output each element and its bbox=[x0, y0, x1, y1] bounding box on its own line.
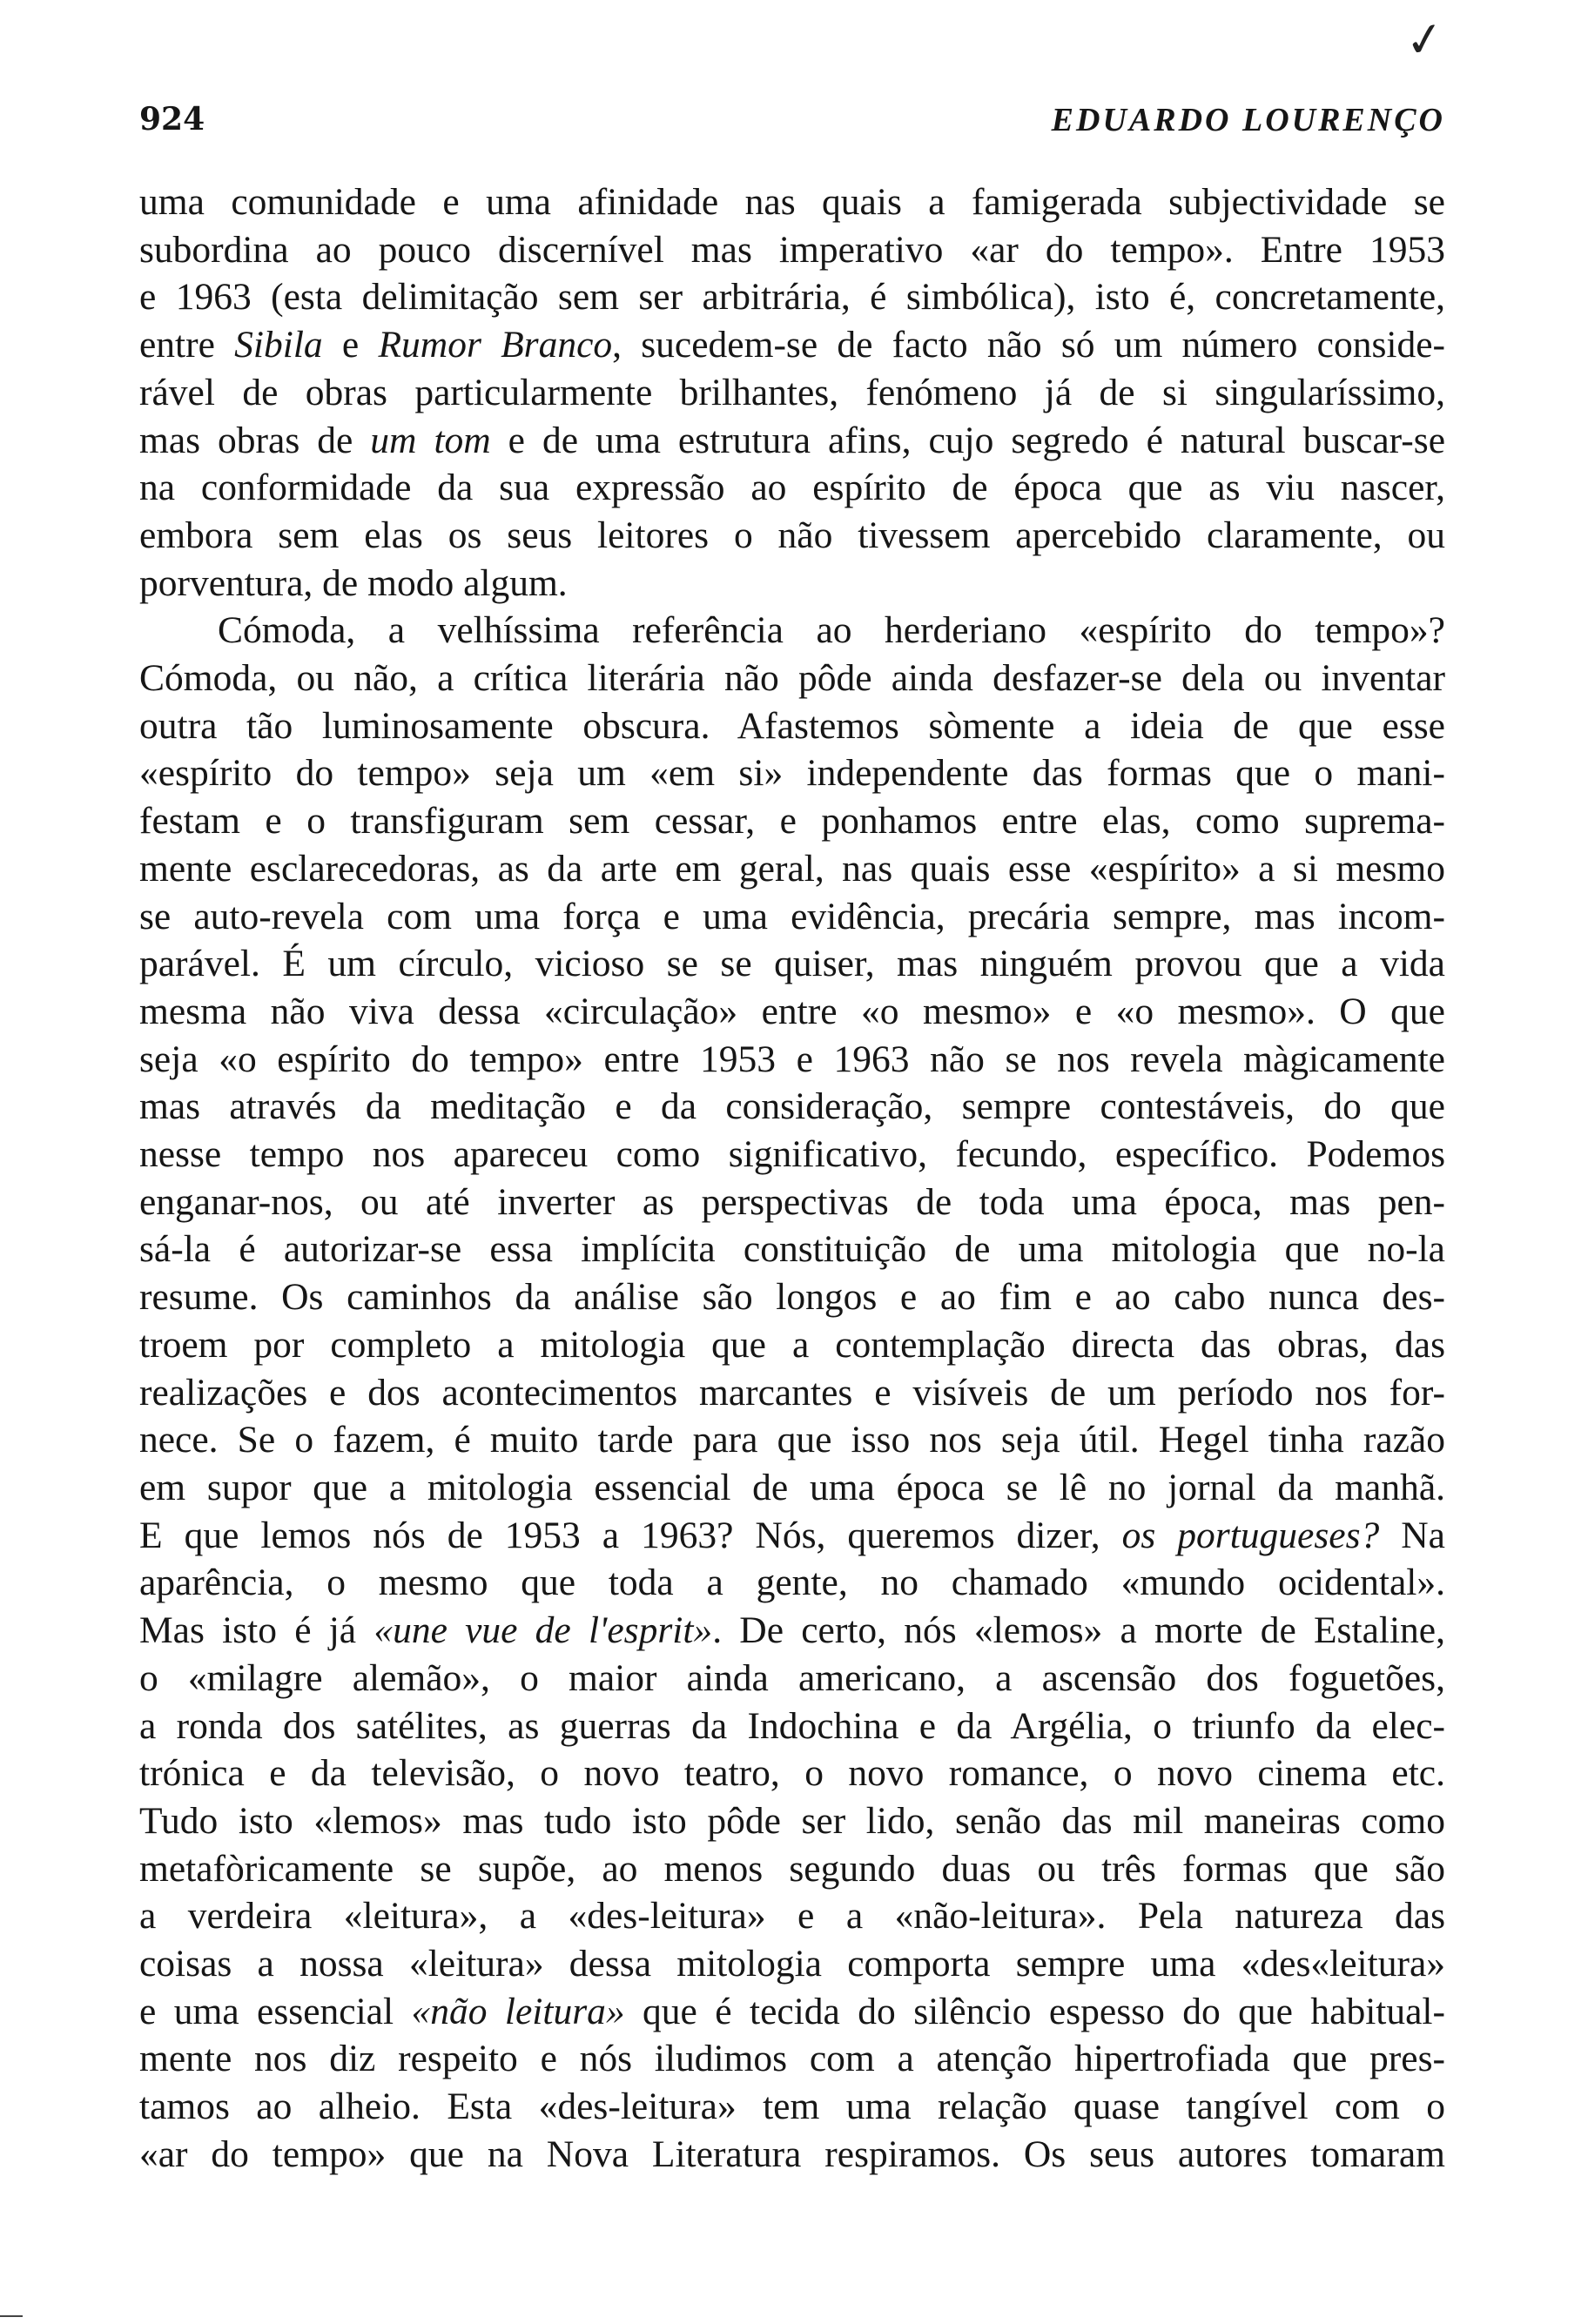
text-line: em supor que a mitologia essencial de uma época se lê no jornal da manhã. bbox=[139, 1466, 1445, 1508]
text-line: aparência, o mesmo que toda a gente, no chamado «mundo ocidental». bbox=[139, 1562, 1445, 1604]
text-line: tamos ao alheio. Esta «des-leitura» tem uma relação quase tangível com o bbox=[139, 2086, 1445, 2128]
text-line: o «milagre alemão», o maior ainda americano, a ascensão dos foguetões, bbox=[139, 1656, 1445, 1699]
text-line: mesma não viva dessa «circulação» entre «o mesmo» e «o mesmo». O que bbox=[139, 990, 1445, 1032]
text-line: resume. Os caminhos da análise são longos e ao fim e ao cabo nunca des- bbox=[139, 1276, 1445, 1319]
running-head bbox=[139, 101, 1445, 153]
page-number: 924 bbox=[139, 101, 205, 138]
text-line: festam e o transfiguram sem cessar, e ponhamos entre elas, como suprema- bbox=[139, 800, 1445, 843]
body-text bbox=[139, 178, 1445, 2179]
text-line: Cómoda, a velhíssima referência ao herderiano «espírito do tempo»? bbox=[218, 609, 1445, 652]
text-line: troem por completo a mitologia que a contemplação directa das obras, das bbox=[139, 1323, 1445, 1366]
text-line: mas através da meditação e da consideração, sempre contestáveis, do que bbox=[139, 1085, 1445, 1128]
text-line: realizações e dos acontecimentos marcantes e visíveis de um período nos for- bbox=[139, 1371, 1445, 1414]
text-line: na conformidade da sua expressão ao espírito de época que as viu nascer, bbox=[139, 467, 1445, 509]
text-line: e 1963 (esta delimitação sem ser arbitrária, é simbólica), isto é, concretamente, bbox=[139, 276, 1445, 319]
text-line: mente nos diz respeito e nós iludimos com a atenção hipertrofiada que pres- bbox=[139, 2038, 1445, 2080]
text-line: enganar-nos, ou até inverter as perspectivas de toda uma época, mas pen- bbox=[139, 1180, 1445, 1223]
text-line: Mas isto é já «une vue de l'esprit». De certo, nós «lemos» a morte de Estaline, bbox=[139, 1609, 1445, 1652]
text-line: metafòricamente se supõe, ao menos segundo duas ou três formas que são bbox=[139, 1847, 1445, 1890]
text-line: entre Sibila e Rumor Branco, sucedem-se de facto não só um número conside- bbox=[139, 324, 1446, 366]
margin-mark bbox=[0, 2315, 23, 2317]
text-line: e uma essencial «não leitura» que é tecida do silêncio espesso do que habitual- bbox=[139, 1990, 1445, 2032]
text-line: «espírito do tempo» seja um «em si» independente das formas que o mani- bbox=[139, 752, 1445, 795]
text-line: parável. É um círculo, vicioso se se quiser, mas ninguém provou que a vida bbox=[139, 943, 1445, 985]
text-line: rável de obras particularmente brilhantes, fenómeno já de si singularíssimo, bbox=[139, 371, 1445, 413]
text-line: mas obras de um tom e de uma estrutura afins, cujo segredo é natural buscar-se bbox=[139, 419, 1445, 461]
text-line: coisas a nossa «leitura» dessa mitologia comporta sempre uma «des«leitura» bbox=[139, 1943, 1445, 1985]
text-line: sá-la é autorizar-se essa implícita constituição de uma mitologia que no-la bbox=[139, 1228, 1445, 1271]
text-line: outra tão luminosamente obscura. Afastemos sòmente a ideia de que esse bbox=[139, 704, 1445, 747]
author-running-title: EDUARDO LOURENÇO bbox=[1051, 102, 1445, 138]
text-line: porventura, de modo algum. bbox=[139, 561, 568, 604]
text-line: subordina ao pouco discernível mas imperativo «ar do tempo». Entre 1953 bbox=[139, 228, 1445, 271]
text-line: trónica e da televisão, o novo teatro, o novo romance, o novo cinema etc. bbox=[139, 1752, 1445, 1795]
text-line: se auto-revela com uma força e uma evidência, precária sempre, mas incom- bbox=[139, 895, 1445, 937]
text-line: mente esclarecedoras, as da arte em geral, nas quais esse «espírito» a si mesmo bbox=[139, 847, 1445, 890]
text-line: Cómoda, ou não, a crítica literária não pôde ainda desfazer-se dela ou inventar bbox=[139, 657, 1445, 700]
text-line: «ar do tempo» que na Nova Literatura respiramos. Os seus autores tomaram bbox=[139, 2133, 1445, 2175]
text-line: E que lemos nós de 1953 a 1963? Nós, queremos dizer, os portugueses? Na bbox=[139, 1514, 1445, 1556]
text-line: a verdeira «leitura», a «des-leitura» e a «não-leitura». Pela natureza das bbox=[139, 1895, 1445, 1938]
text-line: seja «o espírito do tempo» entre 1953 e 1963 não se nos revela màgicamente bbox=[139, 1038, 1445, 1080]
text-line: a ronda dos satélites, as guerras da Indochina e da Argélia, o triunfo da elec- bbox=[139, 1704, 1445, 1747]
text-line: nece. Se o fazem, é muito tarde para que isso nos seja útil. Hegel tinha razão bbox=[139, 1419, 1445, 1461]
checkmark-annotation: ✓ bbox=[1401, 10, 1449, 70]
text-line: embora sem elas os seus leitores o não tivessem apercebido claramente, ou bbox=[139, 514, 1445, 556]
text-line: nesse tempo nos apareceu como significativo, fecundo, específico. Podemos bbox=[139, 1133, 1445, 1176]
text-line: uma comunidade e uma afinidade nas quais a famigerada subjectividade se bbox=[139, 181, 1445, 223]
text-line: Tudo isto «lemos» mas tudo isto pôde ser lido, senão das mil maneiras como bbox=[139, 1799, 1445, 1842]
